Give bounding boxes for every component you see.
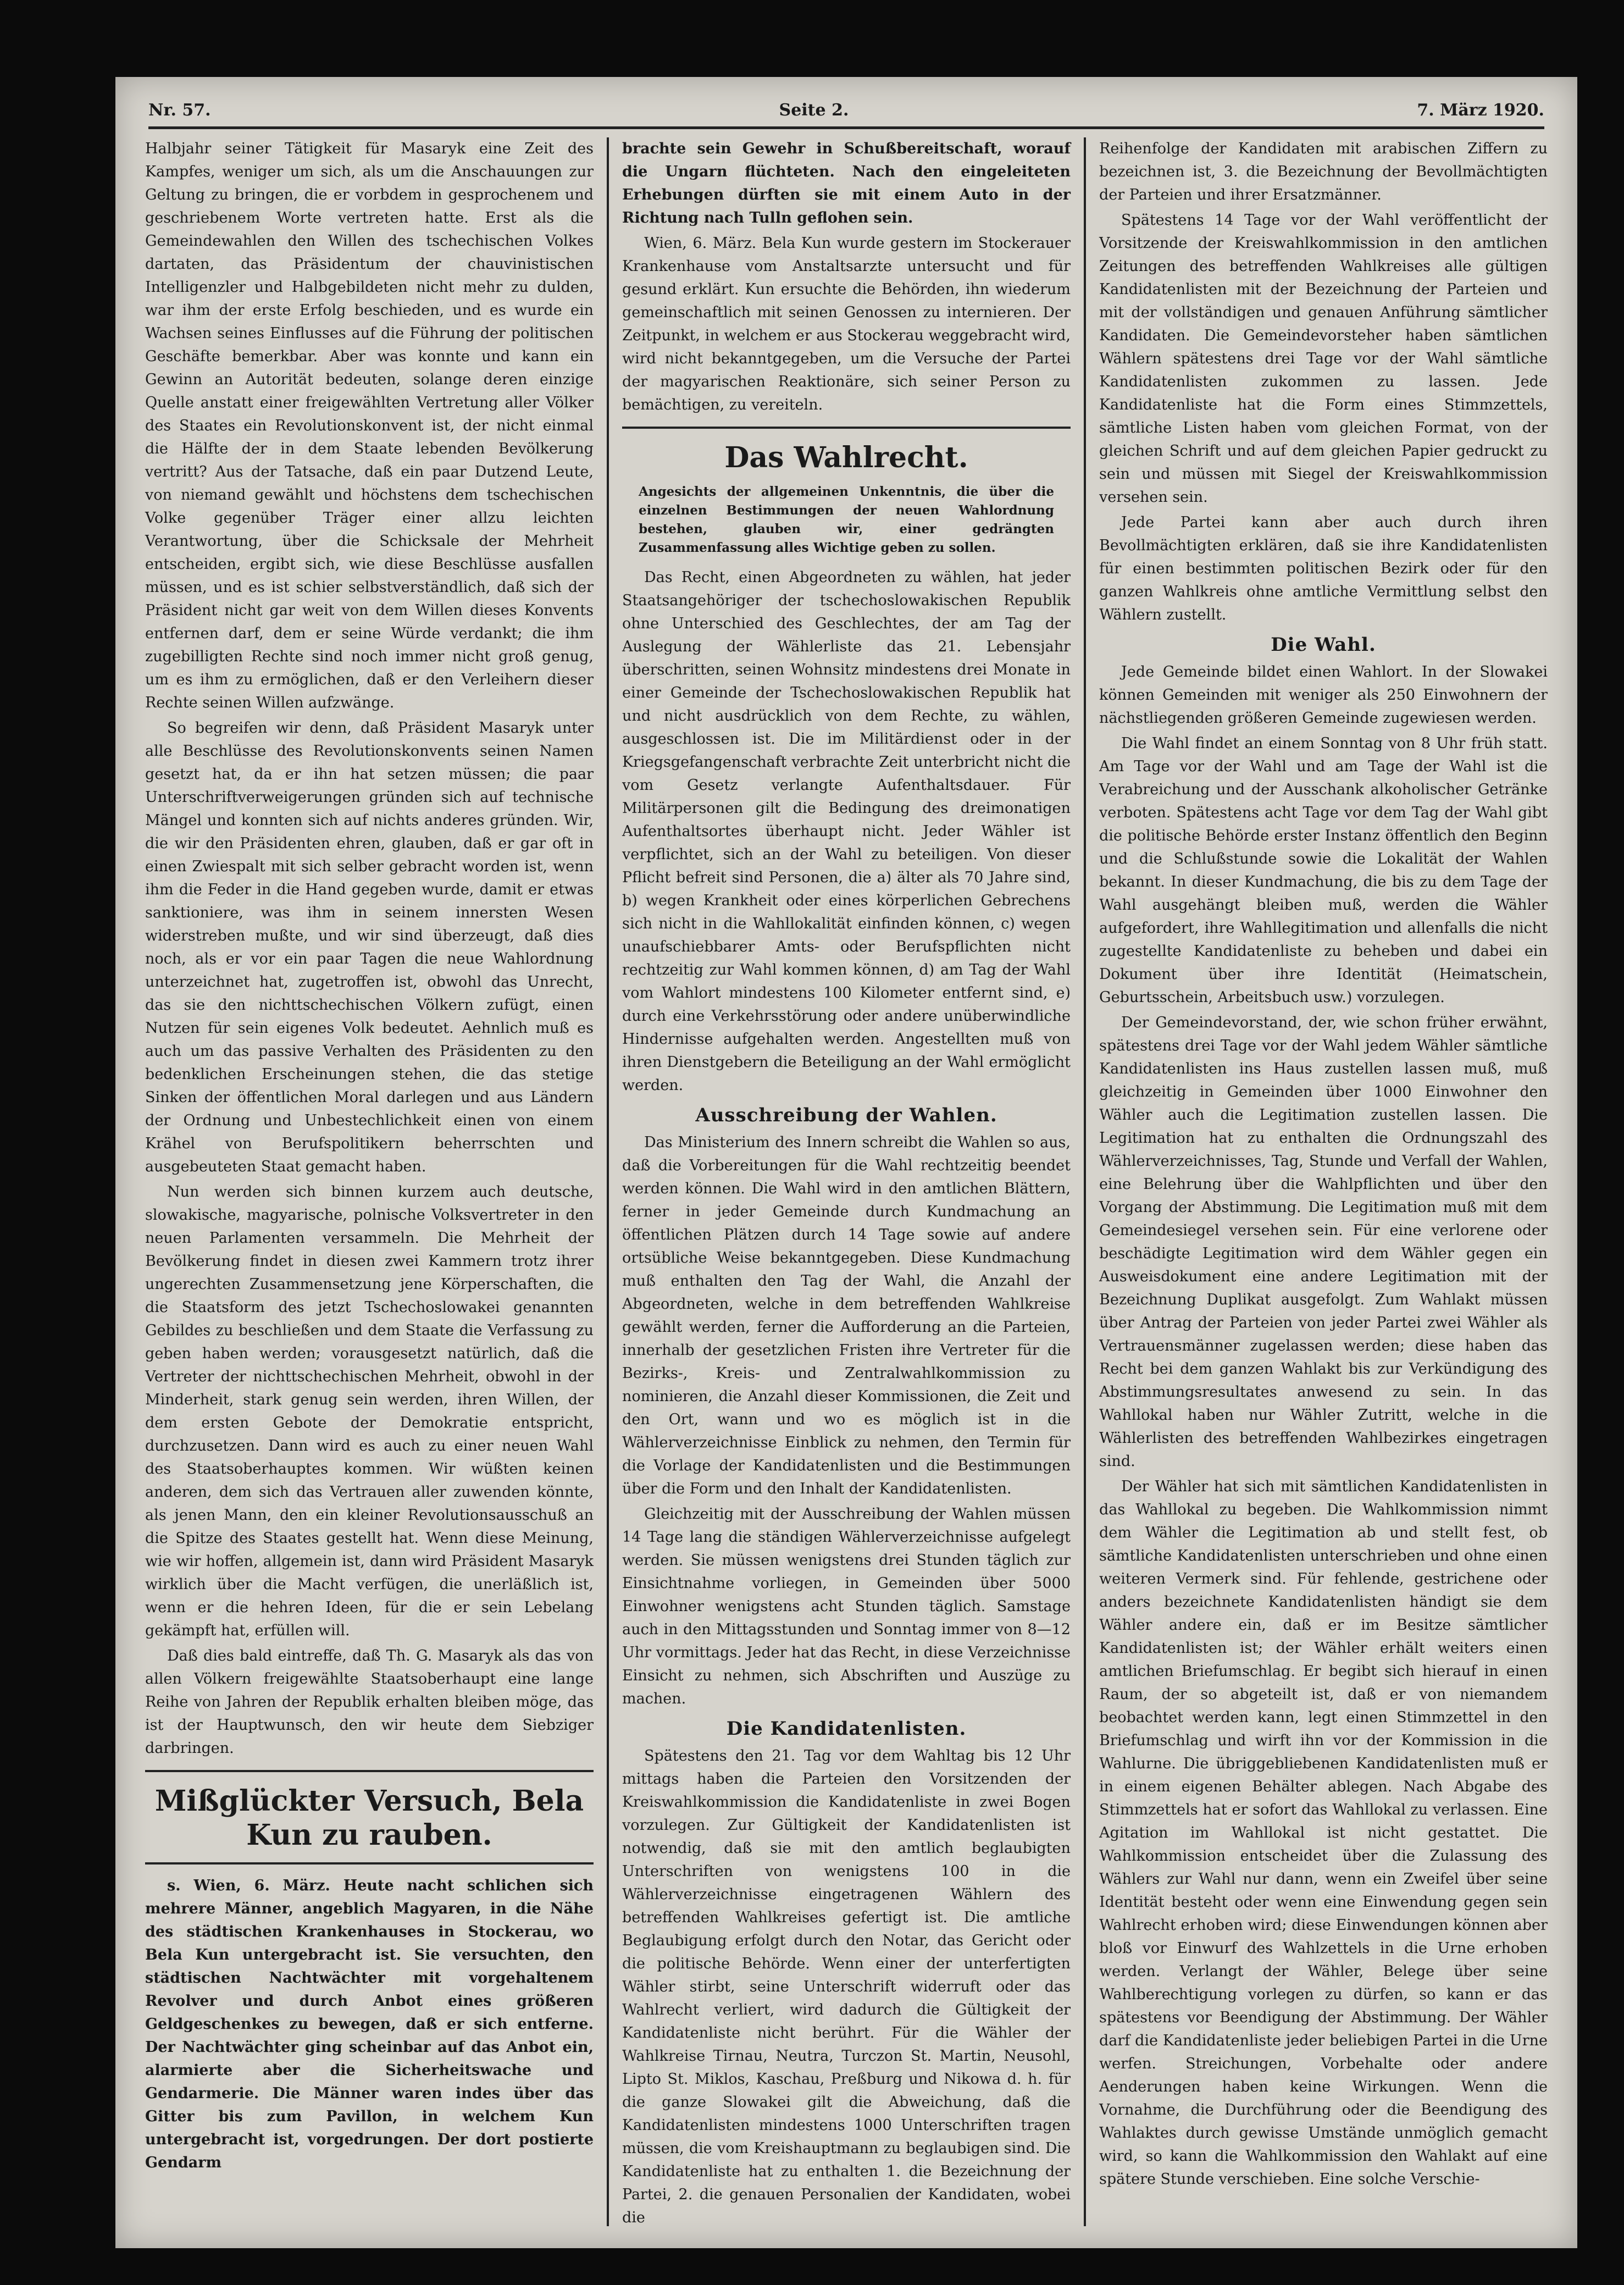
page-header — [148, 93, 1544, 129]
paragraph: Der Gemeindevorstand, der, wie schon früher erwähnt, spätestens drei Tage vor der Wahl jedem Wähler sämtliche Kandidatenlisten ins Haus zustellen lassen muß, muß gleichzeitig in Gemeinden über 1000 Einwohner den Wähler auch die Legitimation zustellen lassen. Die Legitimation hat zu enthalten die Ordnungszahl des Wählerverzeichnisses, Tag, Stunde und Verfall der Wahlen, eine Belehrung über die Wahlpflichten und über den Vorgang der Abstimmung. Die Legitimation muß mit dem Gemeindesiegel versehen sein. Für eine verlorene oder beschädigte Legitimation wird dem Wähler gegen ein Ausweisdokument eine andere Legitimation mit der Bezeichnung Duplikat ausgefolgt. Zum Wahlakt müssen über Antrag der Parteien von jeder Partei zwei Wähler als Vertrauensmänner zugelassen werden; diese haben das Recht bei dem ganzen Wahlakt bis zur Verkündigung des Abstimmungsresultates anwesend zu sein. In das Wahllokal haben nur Wähler Zutritt, welche in die Wählerlisten des betreffenden Wahlbezirkes eingetragen sind. — [1099, 1014, 1548, 1470]
headline-wahlrecht: Das Wahlrecht. — [724, 441, 968, 474]
paragraph: Gleichzeitig mit der Ausschreibung der Wahlen müssen 14 Tage lang die ständigen Wählerverzeichnisse aufgelegt werden. Sie müssen wenigstens drei Stunden täglich zur Einsichtnahme vorliegen, in Gemeinden über 5000 Einwohner wenigstens acht Stunden täglich. Samstage auch in den Mittagsstunden und Sonntag immer von 8—12 Uhr vormittags. Jeder hat das Recht, in diese Verzeichnisse Einsicht zu nehmen, sich Abschriften und Auszüge zu machen. — [622, 1506, 1071, 1707]
paragraph: Spätestens den 21. Tag vor dem Wahltag bis 12 Uhr mittags haben die Parteien den Vorsitzenden der Kreiswahlkommission die Kandidatenliste in zwei Bogen vorzulegen. Zur Gültigkeit der Kandidatenlisten ist notwendig, daß sie mit den amtlich beglaubigten Unterschriften von wenigstens 100 in die Wählerverzeichnisse eingetragenen Wählern des betreffenden Wahlkreises gefertigt ist. Die amtliche Beglaubigung erfolgt durch den Notar, das Gericht oder die politische Behörde. Wenn einer der unterfertigten Wähler stirbt, seine Unterschrift widerruft oder das Wahlrecht verliert, wird dadurch die Gültigkeit der Kandidatenliste nicht berührt. Für die Wähler der Wahlkreise Tirnau, Neutra, Turczon St. Martin, Neusohl, Lipto St. Miklos, Kaschau, Preßburg und Nikowa d. h. für die ganze Slowakei gilt die Abweichung, daß die Kandidatenlisten mindestens 1000 Unterschriften tragen müssen, die vom Kreishauptmann zu beglaubigen sind. Die Kandidatenliste hat zu enthalten 1. die Bezeichnung der Partei, 2. die genauen Personalien der Kandidaten, wobei die — [622, 1747, 1071, 2226]
column-2 — [607, 137, 1084, 2226]
paragraph: Der Wähler hat sich mit sämtlichen Kandidatenlisten in das Wahllokal zu begeben. Die Wahlkommission nimmt dem Wähler die Legitimation ab und stellt fest, ob sämtliche Kandidatenlisten unterschrieben und ohne einen weiteren Vermerk sind. Für fehlende, gestrichene oder anders bezeichnete Kandidatenlisten händigt sie dem Wähler andere ein, daß er im Besitze sämtlicher Kandidatenlisten ist; der Wähler erhält weiters einen amtlichen Briefumschlag. Er begibt sich hierauf in einen Raum, der so abgeteilt ist, daß er von niemandem beobachtet werden kann, legt einen Stimmzettel in den Briefumschlag und wirft ihn vor der Kommission in die Wahlurne. Die übriggebliebenen Kandidatenlisten muß er in einem eigenen Behälter ablegen. Nach Abgabe des Stimmzettels hat er sofort das Wahllokal zu verlassen. Eine Agitation im Wahllokal ist nicht gestattet. Die Wahlkommission entscheidet über die Zulassung des Wählers zur Wahl nur dann, wenn ein Zweifel über seine Identität besteht oder wenn eine Einwendung gegen sein Wahlrecht erhoben wird; diese Einwendungen können aber bloß vor Einwurf des Wahlzettels in die Urne erhoben werden. Verlangt der Wähler, Belege über seine Wahlberechtigung vorlegen zu dürfen, so kann er das spätestens vor Beendigung der Abstimmung. Der Wähler darf die Kandidatenliste jeder beliebigen Partei in die Urne werfen. Streichungen, Vorbehalte oder andere Aenderungen haben keine Wirkungen. Wenn die Vornahme, die Durchführung oder die Beendigung des Wahlaktes durch gewisse Umstände unmöglich gemacht wird, so kann die Wahlkommission den Wahlakt auf eine spätere Stunde verschieben. Eine solche Verschie- — [1099, 1478, 1548, 2188]
paragraph: Spätestens 14 Tage vor der Wahl veröffentlicht der Vorsitzende der Kreiswahlkommission in den amtlichen Zeitungen des betreffenden Wahlkreises alle gültigen Kandidatenlisten mit der Bezeichnung der Parteien und mit der vollständigen und genauen Anführung sämtlicher Kandidaten. Die Gemeindevorsteher haben sämtlichen Wählern spätestens drei Tage vor der Wahl sämtliche Kandidatenlisten zukommen zu lassen. Jede Kandidatenliste hat die Form eines Stimmzettels, sämtliche Listen haben vom gleichen Format, von der gleichen Schrift und auf dem gleichen Papier gedruckt zu sein und müssen mit Siegel der Kreiswahlkommission versehen sein. — [1099, 212, 1548, 506]
paragraph: Daß dies bald eintreffe, daß Th. G. Masaryk als das von allen Völkern freigewählte Staatsoberhaupt eine lange Reihe von Jahren der Republik erhalten bleiben möge, das ist der Hauptwunsch, den wir heute dem Siebziger darbringen. — [145, 1647, 594, 1757]
paragraph: brachte sein Gewehr in Schußbereitschaft, worauf die Ungarn flüchteten. Nach den eingeleiteten Erhebungen dürften sie mit einem Auto in der Richtung nach Tulln geflohen sein. — [622, 140, 1071, 226]
paragraph: Das Ministerium des Innern schreibt die Wahlen so aus, daß die Vorbereitungen für die Wahl rechtzeitig beendet werden können. Die Wahl wird in den amtlichen Blättern, ferner in jeder Gemeinde durch Kundmachung an öffentlichen Plätzen durch 14 Tage sowie auf andere ortsübliche Weise bekanntgegeben. Diese Kundmachung muß enthalten den Tag der Wahl, die Anzahl der Abgeordneten, welche in dem betreffenden Wahlkreise gewählt werden, ferner die Aufforderung an die Parteien, innerhalb der gesetzlichen Fristen ihre Vertreter für die Bezirks-, Kreis- und Zentralwahlkommission zu nominieren, die Anzahl dieser Kommissionen, die Zeit und den Ort, wann und wo es möglich ist in die Wählerverzeichnisse Einblick zu nehmen, den Termin für die Vorlage der Kandidatenlisten und die Bestimmungen über die Form und den Inhalt der Kandidatenlisten. — [622, 1134, 1071, 1497]
subheading: Die Wahl. — [1271, 634, 1376, 656]
issue-date: 7. März 1920. — [1417, 100, 1544, 120]
page-number: Seite 2. — [779, 100, 849, 120]
divider — [145, 1770, 594, 1772]
paragraph: Halbjahr seiner Tätigkeit für Masaryk eine Zeit des Kampfes, weniger um sich, als um die Anschauungen zur Geltung zu bringen, die er vorbdem in gesprochenem und geschriebenem Worte vertreten hatte. Erst als die Gemeindewahlen den Willen des tschechischen Volkes dartaten, das Präsidentum der chauvinistischen Intelligenzler und Halbgebildeten nicht mehr zu dulden, war ihm der erste Erfolg beschieden, und es wurde ein Wachsen seines Einflusses auf die Führung der politischen Geschäfte bemerkbar. Aber was konnte und kann ein Gewinn an Autorität bedeuten, solange deren einzige Quelle anstatt einer freigewählten Vertretung aller Völker des Staates ein Revolutionskonvent ist, der nicht einmal die Hälfte der in dem Staate lebenden Bevölkerung vertritt? Aus der Tatsache, daß ein paar Dutzend Leute, von niemand gewählt und höchstens dem tschechischen Volke gegenüber Träger einer allzu leichten Verantwortung, über die Schicksale der Mehrheit entscheiden, ergibt sich, wie diese Beschlüsse ausfallen müssen, und es ist schier selbstverständlich, daß sich der Präsident nicht gar weit von dem Willen dieses Konvents entfernen darf, dem er seine Würde verdankt; die ihm zugebilligten Rechte sind noch immer nicht groß genug, um es ihm zu ermöglichen, daß er den Verleihern dieser Rechte seinen Willen aufzwänge. — [145, 140, 594, 711]
subheading: Die Kandidatenlisten. — [726, 1718, 967, 1740]
divider — [145, 1862, 594, 1864]
paragraph: Reihenfolge der Kandidaten mit arabischen Ziffern zu bezeichnen ist, 3. die Bezeichnung der Bevollmächtigten der Parteien und ihrer Ersatzmänner. — [1099, 140, 1548, 203]
paragraph: Jede Gemeinde bildet einen Wahlort. In der Slowakei können Gemeinden mit weniger als 250 Einwohnern der nächstliegenden größeren Gemeinde zugewiesen werden. — [1099, 663, 1548, 727]
paragraph: s. Wien, 6. März. Heute nacht schlichen sich mehrere Männer, angeblich Magyaren, in die Nähe des städtischen Krankenhauses in Stockerau, wo Bela Kun untergebracht ist. Sie versuchten, den städtischen Nachtwächter mit vorgehaltenem Revolver und durch Anbot eines größeren Geldgeschenkes zu bewegen, daß er sich entferne. Der Nachtwächter ging scheinbar auf das Anbot ein, alarmierte aber die Sicherheitswache und Gendarmerie. Die Männer waren indes über das Gitter bis zum Pavillon, in welchem Kun untergebracht ist, vorgedrungen. Der dort postierte Gendarm — [145, 1877, 594, 2171]
column-3 — [1084, 137, 1561, 2226]
paragraph: Nun werden sich binnen kurzem auch deutsche, slowakische, magyarische, polnische Volksvertreter in den neuen Parlamenten versammeln. Die Mehrheit der Bevölkerung findet in diesen zwei Kammern trotz ihrer ungerechten Zusammensetzung jene Körperschaften, die die Staatsform des jetzt Tschechoslowakei genannten Gebildes zu beschließen und dem Staate die Verfassung zu geben haben werden; vorausgesetzt natürlich, daß die Vertreter der nichttschechischen Mehrheit, obwohl in der Minderheit, stark genug sein werden, ihren Willen, der dem ersten Gebote der Demokratie entspricht, durchzusetzen. Dann wird es auch zu einer neuen Wahl des Staatsoberhauptes kommen. Wir wüßten keinen anderen, dem sich das Vertrauen aller zuwenden könnte, als jenen Mann, den ein kleiner Revolutionsausschuß an die Spitze des Staates gestellt hat. Wenn diese Meinung, wie wir hoffen, allgemein ist, dann wird Präsident Masaryk wirklich über die Macht verfügen, die unerläßlich ist, wenn er die hehren Ideen, für die er sein Lebelang gekämpft hat, erfüllen will. — [145, 1183, 594, 1639]
newspaper-page — [115, 77, 1577, 2248]
headline-bela-kun: Mißglückter Versuch, Bela Kun zu rauben. — [154, 1784, 584, 1852]
subheading: Ausschreibung der Wahlen. — [695, 1104, 997, 1126]
column-1 — [132, 137, 607, 2226]
lead-paragraph: Angesichts der allgemeinen Unkenntnis, die über die einzelnen Bestimmungen der neuen Wahlordnung bestehen, glauben wir, einer gedrängten Zusammenfassung alles Wichtige geben zu sollen. — [639, 484, 1054, 555]
paragraph: So begreifen wir denn, daß Präsident Masaryk unter alle Beschlüsse des Revolutionskonvents seinen Namen gesetzt hat, da er ihn hat setzen müssen; die paar Unterschriftverweigerungen gründen sich auf technische Mängel und konnten sich auf nichts anderes gründen. Wir, die wir den Präsidenten ehren, glauben, daß er gar oft in einen Zwiespalt mit sich selber gebracht worden ist, wenn ihm die Feder in die Hand gegeben wurde, damit er etwas sanktioniere, was ihm in seinem innersten Wesen widerstreben mußte, und wir sind überzeugt, daß dies noch, als er vor ein paar Tagen die neue Wahlordnung unterzeichnet hat, zugetroffen ist, obwohl das Unrecht, das sie den nichttschechischen Völkern zufügt, einen Nutzen für sein eigenes Volk bedeutet. Aehnlich muß es auch um das passive Verhalten des Präsidenten zu den bedenklichen Erscheinungen stehen, die das stetige Sinken der öffentlichen Moral darlegen und aus Ländern der Ordnung und Unbestechlichkeit einen von einem Krähel von Berufspolitikern beherrschten und ausgebeuteten Staat gemacht haben. — [145, 720, 594, 1175]
issue-number: Nr. 57. — [148, 100, 211, 120]
divider — [622, 427, 1071, 429]
paragraph: Die Wahl findet an einem Sonntag von 8 Uhr früh statt. Am Tage vor der Wahl und am Tage der Wahl ist die Verabreichung und der Ausschank alkoholischer Getränke verboten. Spätestens acht Tage vor dem Tag der Wahl gibt die politische Behörde erster Instanz öffentlich den Beginn und die Schlußstunde sowie die Lokalität der Wahlen bekannt. In dieser Kundmachung, die bis zu dem Tage der Wahl ausgehängt bleiben muß, werden die Wähler aufgefordert, ihre Wahllegitimation und allenfalls die nicht zugestellte Kandidatenliste zu beheben und dabei ein Dokument über ihre Identität (Heimatschein, Geburtsschein, Arbeitsbuch usw.) vorzulegen. — [1099, 735, 1548, 1006]
paragraph: Jede Partei kann aber auch durch ihren Bevollmächtigten erklären, daß sie ihre Kandidatenlisten für einen bestimmten politischen Bezirk oder für den ganzen Wahlkreis ohne amtliche Vermittlung selbst den Wählern zustellt. — [1099, 514, 1548, 623]
article-columns — [132, 137, 1561, 2226]
paragraph: Das Recht, einen Abgeordneten zu wählen, hat jeder Staatsangehöriger der tschechoslowakischen Republik ohne Unterschied des Geschlechtes, der am Tag der Auslegung der Wählerliste das 21. Lebensjahr überschritten, seinen Wohnsitz mindestens drei Monate in einer Gemeinde der Tschechoslowakischen Republik hat und nicht ausdrücklich von dem Rechte, zu wählen, ausgeschlossen ist. Die im Militärdienst oder in der Kriegsgefangenschaft verbrachte Zeit unterbricht nicht die vom Gesetz verlangte Aufenthaltsdauer. Für Militärpersonen gilt die Bedingung des dreimonatigen Aufenthaltsortes überhaupt nicht. Jeder Wähler ist verpflichtet, sich an der Wahl zu beteiligen. Von dieser Pflicht befreit sind Personen, die a) älter als 70 Jahre sind, b) wegen Krankheit oder eines körperlichen Gebrechens sich nicht in die Wahllokalität einfinden können, c) wegen unaufschiebbarer Amts- oder Berufspflichten nicht rechtzeitig zur Wahl kommen können, d) am Tag der Wahl vom Wahlort mindestens 100 Kilometer entfernt sind, e) durch eine Verkehrsstörung oder andere unüberwindliche Hindernisse aufgehalten werden. Angestellten muß von ihren Dienstgebern die Beteiligung an der Wahl ermöglicht werden. — [622, 569, 1071, 1094]
paragraph: Wien, 6. März. Bela Kun wurde gestern im Stockerauer Krankenhause vom Anstaltsarzte untersucht und für gesund erklärt. Kun ersuchte die Behörden, ihn wiederum gemeinschaftlich mit seinen Genossen zu internieren. Der Zeitpunkt, in welchem er aus Stockerau weggebracht wird, wird nicht bekanntgegeben, um die Versuche der Partei der magyarischen Reaktionäre, sich seiner Person zu bemächtigen, zu vereiteln. — [622, 235, 1071, 413]
